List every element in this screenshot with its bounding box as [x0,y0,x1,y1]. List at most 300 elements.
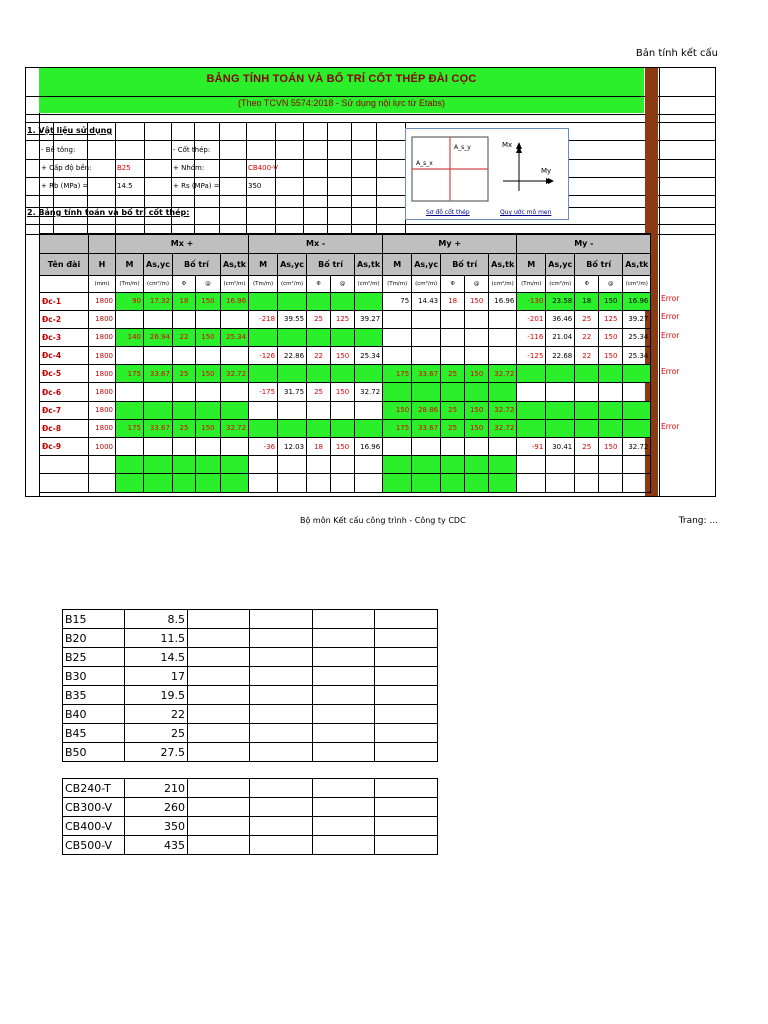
cell-moment [116,383,144,401]
empty-cell [313,743,375,762]
cell-moment [383,438,412,456]
table-row [40,365,651,383]
sheet-title: BẢNG TÍNH TOÁN VÀ BỐ TRÍ CỐT THÉP ĐÀI CỌC [206,73,477,85]
grade-strength: 27.5 [125,743,188,762]
grade-strength: 19.5 [125,686,188,705]
empty-cell [188,779,250,798]
empty-cell [313,836,375,855]
empty-cell [250,798,313,817]
unit-m: (Tm/m) [249,275,278,292]
cell-moment: 75 [383,292,412,310]
unit-phi: Φ [307,275,331,292]
cell-moment: 90 [116,292,144,310]
cell-as-provided: 39.27 [355,310,383,328]
unit-as: (cm²/m) [546,275,575,292]
lookup-row [63,705,438,724]
empty-cell [188,817,250,836]
cell-as-provided [489,438,517,456]
grade-strength: 8.5 [125,610,188,629]
empty-cell [188,743,250,762]
grade-strength: 22 [125,705,188,724]
pile-cap-name: Đc-1 [40,292,89,310]
grade-name: B15 [63,610,125,629]
empty-cell [250,610,313,629]
cell-bar-diameter [441,328,465,346]
group-mx-plus: Mx + [116,234,249,253]
cell-moment [249,365,278,383]
sub-header-m: M [517,253,546,275]
cell-moment: 175 [383,419,412,437]
pile-cap-height[interactable]: 1800 [89,328,116,346]
cell-as-provided: 32.72 [220,365,248,383]
cell-spacing: 150 [331,383,355,401]
empty-cell [375,648,438,667]
cell-spacing [465,347,489,365]
sub-header-m: M [249,253,278,275]
cell-spacing: 150 [331,347,355,365]
empty-cell [188,610,250,629]
empty-cell [313,686,375,705]
cell-spacing [599,383,623,401]
steel-label: - Cốt thép: [173,146,211,154]
cell-as-provided [489,310,517,328]
cell-bar-diameter: 25 [441,419,465,437]
cell-as-provided [220,383,248,401]
grade-name: CB300-V [63,798,125,817]
grade-value[interactable]: B25 [117,164,131,172]
cell-as-required: 28.86 [412,401,441,419]
pile-cap-height[interactable]: 1800 [89,383,116,401]
cell-bar-diameter [307,292,331,310]
sub-header-as-tk: As,tk [489,253,517,275]
rebar-diagram-icon [406,129,570,221]
cell-bar-diameter: 22 [575,328,599,346]
cell-spacing: 150 [331,438,355,456]
lookup-row [63,610,438,629]
cell-as-required [412,438,441,456]
cell-moment [249,419,278,437]
sub-header-as-tk: As,tk [220,253,248,275]
sub-header-as-tk: As,tk [623,253,651,275]
group-value[interactable]: CB400-V [248,164,278,172]
diagram-box [405,128,569,220]
empty-cell [188,798,250,817]
group-my-plus: My + [383,234,517,253]
cell-spacing: 150 [195,292,220,310]
sub-header-as-yc: As,yc [546,253,575,275]
grade-name: B25 [63,648,125,667]
pile-cap-height[interactable]: 1800 [89,365,116,383]
cell-spacing: 150 [599,347,623,365]
cell-moment: -36 [249,438,278,456]
asx-label: A_s_x [416,160,433,167]
cell-as-required [144,310,173,328]
unit-at: @ [331,275,355,292]
cell-as-required: 33.67 [144,365,173,383]
cell-as-required: 12.03 [278,438,307,456]
cell-moment: -175 [249,383,278,401]
table-row [40,310,651,328]
cell-as-provided [623,401,651,419]
empty-cell [188,648,250,667]
cell-bar-diameter: 18 [172,292,195,310]
cell-spacing [195,310,220,328]
cell-spacing: 150 [599,328,623,346]
unit-as: (cm²/m) [144,275,173,292]
grade-strength: 210 [125,779,188,798]
cell-spacing [195,438,220,456]
cell-spacing: 150 [465,401,489,419]
cell-bar-diameter [172,401,195,419]
cell-as-provided: 39.27 [623,310,651,328]
grade-strength: 11.5 [125,629,188,648]
cell-moment [517,401,546,419]
cell-spacing [195,401,220,419]
cell-spacing: 125 [599,310,623,328]
pile-cap-name: Đc-5 [40,365,89,383]
table-row [40,328,651,346]
cell-as-required [144,401,173,419]
cell-moment: 175 [116,365,144,383]
cell-spacing [599,401,623,419]
cell-spacing: 150 [465,365,489,383]
cell-spacing: 150 [195,365,220,383]
cell-moment: -130 [517,292,546,310]
cell-spacing: 150 [195,328,220,346]
sub-header-as-yc: As,yc [412,253,441,275]
sub-header-m: M [383,253,412,275]
cell-as-required [546,419,575,437]
page-header: Bản tính kết cấu [635,48,718,59]
cell-as-required [278,419,307,437]
cell-bar-diameter: 18 [441,292,465,310]
cell-bar-diameter: 25 [172,365,195,383]
cell-moment [116,401,144,419]
table-row [40,401,651,419]
table-row [40,347,651,365]
table-header-units [40,275,651,292]
cell-spacing [465,328,489,346]
empty-cell [375,743,438,762]
lookup-row [63,836,438,855]
empty-cell [250,743,313,762]
empty-cell [375,724,438,743]
footer-center: Bộ môn Kết cấu công trình - Công ty CDC [300,516,466,525]
pile-cap-name: Đc-7 [40,401,89,419]
cell-bar-diameter: 22 [172,328,195,346]
lookup-row [63,779,438,798]
table-row [40,419,651,437]
empty-cell [313,667,375,686]
cell-bar-diameter [307,328,331,346]
cell-spacing: 125 [331,310,355,328]
cell-as-provided [355,292,383,310]
col-name-header: Tên đài [40,253,89,275]
cell-moment [517,383,546,401]
grade-name: B30 [63,667,125,686]
cell-bar-diameter [172,438,195,456]
sub-header-as-tk: As,tk [355,253,383,275]
cell-moment: -126 [249,347,278,365]
rebar-diagram-label: Sơ đồ cốt thép [426,209,470,216]
cell-as-provided [623,365,651,383]
cell-as-required [412,383,441,401]
row-status: Error [661,422,680,432]
cell-as-provided [489,347,517,365]
cell-as-required: 17.32 [144,292,173,310]
pile-cap-height[interactable]: 1800 [89,292,116,310]
cell-as-provided [355,401,383,419]
cell-bar-diameter [441,347,465,365]
unit-as: (cm²/m) [489,275,517,292]
cell-spacing [465,383,489,401]
cell-as-required: 33.67 [412,419,441,437]
cell-moment [116,310,144,328]
cell-as-required [546,365,575,383]
unit-h: (mm) [89,275,116,292]
table-header-groups [40,234,651,253]
my-label: My [541,167,552,175]
cell-bar-diameter [441,310,465,328]
cell-bar-diameter: 25 [172,419,195,437]
unit-as: (cm²/m) [355,275,383,292]
cell-as-provided: 32.72 [623,438,651,456]
mx-label: Mx [502,141,513,149]
rs-label: + Rs (MPa) = [173,182,220,190]
sub-header-as-yc: As,yc [144,253,173,275]
empty-cell [375,798,438,817]
cell-spacing [599,365,623,383]
cell-bar-diameter [575,419,599,437]
cell-moment: -116 [517,328,546,346]
cell-as-provided [489,383,517,401]
cell-as-required: 33.67 [144,419,173,437]
cell-bar-diameter: 25 [575,438,599,456]
cell-as-provided [220,310,248,328]
col-h-header: H [89,253,116,275]
grade-label: + Cấp độ bền: [41,164,92,172]
footer-page: Trang: ... [678,516,718,526]
row-status: Error [661,330,680,340]
empty-cell [313,705,375,724]
cell-as-required [412,347,441,365]
cell-moment [116,438,144,456]
cell-bar-diameter [575,401,599,419]
cell-bar-diameter: 22 [307,347,331,365]
pile-cap-name: Đc-4 [40,347,89,365]
cell-as-required [278,328,307,346]
cell-bar-diameter [441,383,465,401]
cell-as-provided: 32.72 [489,401,517,419]
cell-bar-diameter: 25 [307,310,331,328]
empty-cell [188,686,250,705]
empty-cell [188,667,250,686]
empty-cell [313,779,375,798]
row-status: Error [661,367,680,377]
cell-as-required: 23.58 [546,292,575,310]
sub-header-bo-tri: Bố trí [307,253,355,275]
unit-phi: Φ [441,275,465,292]
empty-cell [375,705,438,724]
grade-strength: 25 [125,724,188,743]
rs-value: 350 [248,182,262,190]
table-row [40,383,651,401]
cell-moment [249,401,278,419]
row-status: Error [661,312,680,322]
cell-bar-diameter [307,401,331,419]
cell-as-required: 22.68 [546,347,575,365]
rb-value: 14.5 [117,182,133,190]
cell-spacing: 150 [465,292,489,310]
grade-name: B45 [63,724,125,743]
unit-as: (cm²/m) [220,275,248,292]
empty-cell [188,724,250,743]
pile-cap-height[interactable]: 1000 [89,438,116,456]
grade-strength: 260 [125,798,188,817]
cell-as-required [144,383,173,401]
table-row [40,292,651,310]
unit-at: @ [465,275,489,292]
empty-cell [313,629,375,648]
empty-cell [313,610,375,629]
unit-as: (cm²/m) [278,275,307,292]
group-mx-minus: Mx - [249,234,383,253]
cell-moment: -218 [249,310,278,328]
cell-spacing: 150 [465,419,489,437]
cell-as-provided: 25.34 [220,328,248,346]
cell-bar-diameter: 25 [441,401,465,419]
empty-row [40,474,651,492]
empty-cell [188,836,250,855]
cell-as-required: 22.86 [278,347,307,365]
cell-bar-diameter: 18 [307,438,331,456]
grade-name: CB500-V [63,836,125,855]
cell-as-required [412,328,441,346]
empty-cell [313,817,375,836]
cell-as-required [144,438,173,456]
unit-as: (cm²/m) [412,275,441,292]
cell-moment [383,310,412,328]
empty-cell [375,667,438,686]
cell-bar-diameter: 22 [575,347,599,365]
unit-as: (cm²/m) [623,275,651,292]
cell-spacing [331,328,355,346]
cell-moment: 175 [383,365,412,383]
grade-strength: 435 [125,836,188,855]
cell-as-provided: 32.72 [355,383,383,401]
cell-as-provided: 32.72 [489,365,517,383]
pile-cap-height[interactable]: 1800 [89,401,116,419]
empty-cell [375,610,438,629]
lookup-row [63,629,438,648]
cell-bar-diameter [575,383,599,401]
cell-as-provided [623,383,651,401]
grade-strength: 350 [125,817,188,836]
cell-as-provided [220,438,248,456]
cell-bar-diameter [441,438,465,456]
cell-as-required [278,401,307,419]
empty-cell [250,648,313,667]
section2-heading: 2. Bảng tính toán và bố trí cốt thép: [27,208,190,217]
cell-as-required: 33.67 [412,365,441,383]
pile-cap-height[interactable]: 1800 [89,347,116,365]
cell-moment: 140 [116,328,144,346]
sub-header-bo-tri: Bố trí [441,253,489,275]
cell-spacing: 150 [195,419,220,437]
cell-bar-diameter: 25 [575,310,599,328]
lookup-row [63,667,438,686]
cell-as-provided: 25.34 [623,347,651,365]
empty-cell [250,629,313,648]
sheet-subtitle: (Theo TCVN 5574:2018 - Sử dụng nội lực từ Etabs) [237,98,445,108]
cell-as-required: 36.46 [546,310,575,328]
empty-cell [375,629,438,648]
cell-as-provided: 25.34 [623,328,651,346]
cell-moment: 175 [116,419,144,437]
empty-row [40,456,651,474]
empty-cell [313,648,375,667]
cell-bar-diameter [172,310,195,328]
cell-as-required: 14.43 [412,292,441,310]
cell-bar-diameter: 18 [575,292,599,310]
lookup-row [63,817,438,836]
cell-spacing [331,365,355,383]
grade-name: B50 [63,743,125,762]
pile-cap-name: Đc-3 [40,328,89,346]
cell-moment [249,328,278,346]
cell-bar-diameter: 25 [441,365,465,383]
unit-m: (Tm/m) [116,275,144,292]
pile-cap-height[interactable]: 1800 [89,419,116,437]
cell-bar-diameter [172,383,195,401]
group-label: + Nhóm: [173,164,205,172]
cell-moment: -125 [517,347,546,365]
cell-moment [383,328,412,346]
cell-spacing [465,438,489,456]
empty-cell [250,836,313,855]
empty-cell [375,686,438,705]
cell-moment [116,347,144,365]
cell-moment: -91 [517,438,546,456]
pile-cap-height[interactable]: 1800 [89,310,116,328]
cell-moment [249,292,278,310]
cell-moment [517,419,546,437]
cell-as-required [278,365,307,383]
pile-cap-name: Đc-8 [40,419,89,437]
cell-as-required [546,401,575,419]
cell-bar-diameter [307,419,331,437]
grade-strength: 14.5 [125,648,188,667]
cell-as-required: 31.75 [278,383,307,401]
cell-as-required: 30.41 [546,438,575,456]
cell-as-provided: 25.34 [355,347,383,365]
cell-as-provided [220,401,248,419]
cell-as-provided [623,419,651,437]
rb-label: + Rb (MPa) = [41,182,89,190]
cell-spacing [195,347,220,365]
pile-cap-name: Đc-6 [40,383,89,401]
cell-as-provided: 16.96 [623,292,651,310]
cell-as-provided: 16.96 [489,292,517,310]
grade-name: B35 [63,686,125,705]
cell-spacing [331,292,355,310]
concrete-label: - Bê tông: [41,146,76,154]
cell-as-required: 26.94 [144,328,173,346]
unit-m: (Tm/m) [517,275,546,292]
cell-as-provided [355,419,383,437]
empty-cell [375,817,438,836]
cell-spacing: 150 [599,438,623,456]
